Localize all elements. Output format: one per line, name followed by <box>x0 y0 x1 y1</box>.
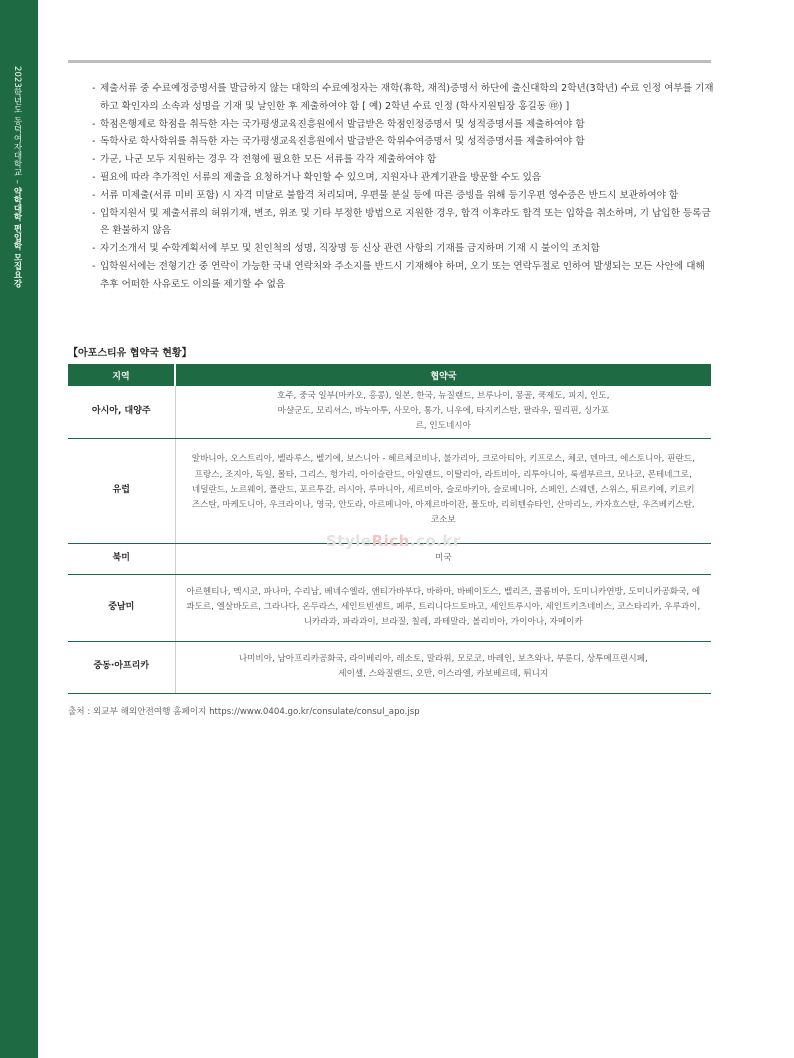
watermark <box>326 532 461 550</box>
countries-cell: 나미비아, 남아프리카공화국, 라이베리아, 레소토, 말라위, 모로코, 바레인, 보츠와나, 부룬디, 상투메프린시페, 세이셸, 스와질랜드, 오만, 이스라엘, 카보베르데, 튀니지 <box>175 641 711 693</box>
table-header-row <box>68 364 711 386</box>
countries-cell: 미국 <box>175 543 711 574</box>
note-item: - 자기소개서 및 수학계획서에 부모 및 친인척의 성명, 직장명 등 신상 관련 사항의 기재를 금지하며 기재 시 불이익 조치함 <box>92 240 714 258</box>
header-region: 지역 <box>68 364 175 386</box>
table-row <box>68 574 711 641</box>
note-item: - 서류 미제출(서류 미비 포함) 시 자격 미달로 불합격 처리되며, 우편물 분실 등에 따른 증빙을 위해 등기우편 영수증은 반드시 보관하여야 함 <box>92 187 714 205</box>
table-row <box>68 386 711 438</box>
region-cell: 북미 <box>68 543 175 574</box>
countries-cell: 아르헨티나, 멕시코, 파나마, 수리남, 베네수엘라, 앤티가바부다, 바하마, 바베이도스, 벨리즈, 콜롬비아, 도미니카연방, 도미니카공화국, 에콰도르, 엘살바도르, 그라나다, 온두라스, 세인트빈센트, 페루, 트리니다드토바고, 세인트루시아, 세인트키츠네비스, 코스타리카, 우루과이, 니카라과, 파라과이, 브라질, 칠레, 과테말라, 볼리비아, 가이아나, 자메이카 <box>175 574 711 641</box>
region-cell: 아시아, 대양주 <box>68 386 175 438</box>
table-row <box>68 641 711 693</box>
note-item: - 입학지원서 및 제출서류의 허위기재, 변조, 위조 및 기타 부정한 방법으로 지원한 경우, 합격 이후라도 합격 또는 입학을 취소하며, 기 납입한 등록금은 환불하지 않음 <box>92 205 714 241</box>
region-cell: 중남미 <box>68 574 175 641</box>
top-divider <box>68 60 711 63</box>
note-item: - 학점은행제로 학점을 취득한 자는 국가평생교육진흥원에서 발급받은 학점인정증명서 및 성적증명서를 제출하여야 함 <box>92 116 714 134</box>
countries-cell: 호주, 중국 일부(마카오, 홍콩), 일본, 한국, 뉴질랜드, 브루나이, 몽골, 쿡제도, 피지, 인도, 마샬군도, 모리셔스, 바누아투, 사모아, 통가, 니우에, 타지키스탄, 팔라우, 필리핀, 싱가포르, 인도네시아 <box>175 386 711 438</box>
region-cell: 유럽 <box>68 438 175 543</box>
source-note: 출처 : 외교부 해외안전여행 홈페이지 https://www.0404.go.kr/consulate/consul_apo.jsp <box>68 707 420 717</box>
apostille-table <box>68 364 711 694</box>
side-band-title <box>11 66 23 288</box>
side-band <box>0 0 38 1058</box>
note-item: - 제출서류 중 수료예정증명서를 발급하지 않는 대학의 수료예정자는 재학(휴학, 재적)증명서 하단에 출신대학의 2학년(3학년) 수료 인정 여부를 기재하고 확인자의 소속과 성명을 기재 및 날인한 후 제출하여야 함 [ 예) 2학년 수료 인정 (학사지원팀장 홍길동 ㊞) ] <box>92 80 714 116</box>
side-band-emphasis: 약학대학 편입학 모집요강 <box>12 186 22 288</box>
watermark-part3: .co.kr <box>409 532 461 550</box>
table-row <box>68 438 711 543</box>
note-item: - 가군, 나군 모두 지원하는 경우 각 전형에 필요한 모든 서류를 각각 제출하여야 함 <box>92 151 714 169</box>
note-item: - 독학사로 학사학위를 취득한 자는 국가평생교육진흥원에서 발급받은 학위수여증명서 및 성적증명서를 제출하여야 함 <box>92 133 714 151</box>
table-title: 【아포스티유 협약국 현황】 <box>68 348 192 359</box>
header-countries: 협약국 <box>175 364 711 386</box>
watermark-part1: Style <box>326 532 372 550</box>
side-band-prefix: 2023학년도 동덕여자대학교 – <box>12 66 22 187</box>
countries-cell: 알바니아, 오스트리아, 벨라루스, 벨기에, 보스니아 - 헤르체코비나, 불가리아, 크로아티아, 키프로스, 체코, 덴마크, 에스토니아, 핀란드, 프랑스, 조지아, 독일, 몰타, 그리스, 헝가리, 아이슬란드, 아일랜드, 이탈리아, 라트비아, 리투아니아, 룩셈부르크, 모나코, 몬테네그로, 네덜란드, 노르웨이, 폴란드, 포르투갈, 러시아, 루마니아, 세르비아, 슬로바키아, 슬로베니아, 스페인, 스웨덴, 스위스, 튀르키예, 키르키즈스탄, 마케도니아, 우크라이나, 영국, 안도라, 아르메니아, 아제르바이잔, 몰도바, 리히텐슈타인, 산마리노, 카자흐스탄, 우즈베키스탄, 코소보 <box>175 438 711 543</box>
note-item: - 입학원서에는 전형기간 중 연락이 가능한 국내 연락처와 주소지를 반드시 기재해야 하며, 오기 또는 연락두절로 인하여 발생되는 모든 사안에 대해 추후 어떠한 사유로도 이의를 제기할 수 없음 <box>92 258 714 294</box>
watermark-part2: Rich <box>371 532 410 550</box>
notes-list <box>92 80 714 294</box>
note-item: - 필요에 따라 추가적인 서류의 제출을 요청하거나 확인할 수 있으며, 지원자나 관계기관을 방문할 수도 있음 <box>92 169 714 187</box>
region-cell: 중동·아프리카 <box>68 641 175 693</box>
